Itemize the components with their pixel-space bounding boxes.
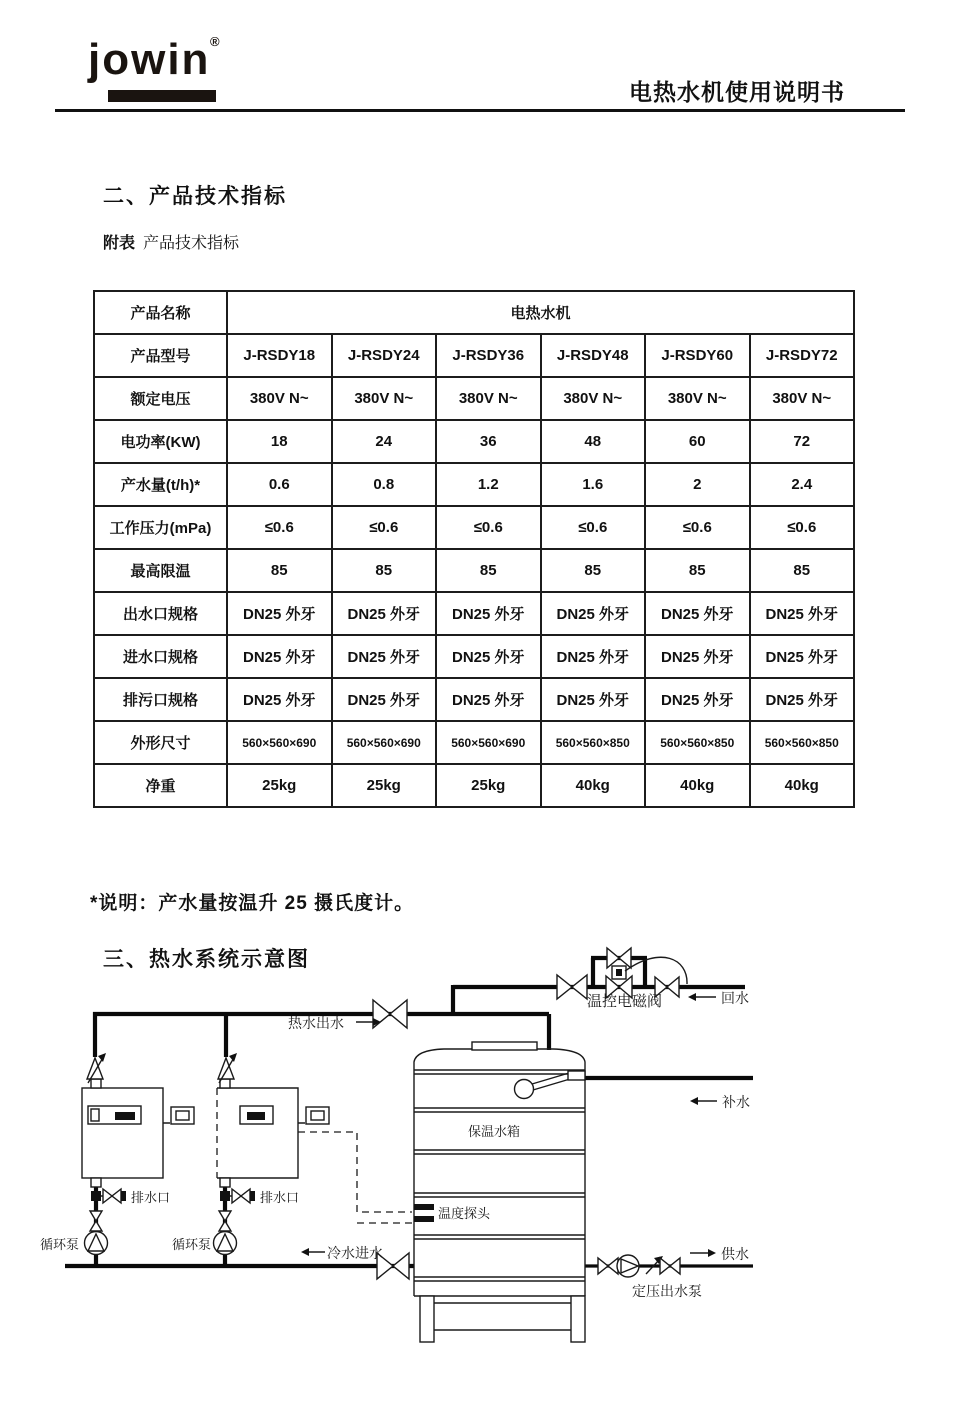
table-cell: DN25 外牙 bbox=[227, 678, 332, 721]
heater-unit-1 bbox=[82, 1088, 163, 1178]
table-row bbox=[94, 635, 854, 678]
table-cell: 380V N~ bbox=[750, 377, 855, 420]
table-cell: 25kg bbox=[227, 764, 332, 807]
tank-body bbox=[414, 1070, 585, 1296]
table-cell: 380V N~ bbox=[645, 377, 750, 420]
table-cell: DN25 外牙 bbox=[436, 635, 541, 678]
table-cell: 85 bbox=[645, 549, 750, 592]
temp-probe-icon bbox=[414, 1216, 434, 1222]
table-cell: J-RSDY24 bbox=[332, 334, 437, 377]
table-cell: DN25 外牙 bbox=[750, 592, 855, 635]
table-cell: ≤0.6 bbox=[645, 506, 750, 549]
spec-table bbox=[93, 290, 855, 808]
drain-valve-icon bbox=[103, 1189, 121, 1203]
table-row bbox=[94, 334, 854, 377]
table-row-label: 排污口规格 bbox=[94, 678, 227, 721]
table-cell: DN25 外牙 bbox=[541, 635, 646, 678]
heater1-bottom-stub bbox=[91, 1178, 101, 1187]
check-valve-arrowhead bbox=[229, 1053, 237, 1062]
brand-logo bbox=[88, 34, 268, 110]
check-valve-arrowhead bbox=[98, 1053, 106, 1062]
tank-band-seams bbox=[414, 1070, 585, 1281]
table-cell: 40kg bbox=[645, 764, 750, 807]
table-cell: 72 bbox=[750, 420, 855, 463]
label-solenoid-valve: 温控电磁阀 bbox=[587, 993, 663, 1010]
table-cell: 36 bbox=[436, 420, 541, 463]
table-cell: DN25 外牙 bbox=[541, 592, 646, 635]
table-cell: DN25 外牙 bbox=[332, 635, 437, 678]
table-row bbox=[94, 721, 854, 764]
float-valve-icon bbox=[515, 1080, 534, 1099]
table-cell: 560×560×690 bbox=[227, 721, 332, 764]
logo-underline-bar bbox=[108, 90, 216, 102]
sensor-signal-line bbox=[298, 1132, 412, 1212]
table-row-label: 额定电压 bbox=[94, 377, 227, 420]
tank-leg-left bbox=[420, 1296, 434, 1342]
table-cell: 85 bbox=[436, 549, 541, 592]
table-caption-prefix: 附表 bbox=[103, 235, 136, 252]
table-cell: 380V N~ bbox=[332, 377, 437, 420]
float-valve-arm bbox=[532, 1073, 570, 1090]
gate-valve-icon bbox=[557, 975, 587, 999]
shutoff-valve-icon bbox=[219, 1211, 231, 1231]
table-cell: 25kg bbox=[436, 764, 541, 807]
gate-valve-icon bbox=[598, 1258, 618, 1274]
table-cell: 40kg bbox=[750, 764, 855, 807]
drain-tee bbox=[220, 1191, 230, 1201]
heater-unit-2 bbox=[217, 1088, 298, 1178]
table-row-label: 进水口规格 bbox=[94, 635, 227, 678]
bypass-valve-icon bbox=[607, 948, 631, 968]
label-cold-water-in: 冷水进水 bbox=[327, 1245, 383, 1261]
header-rule bbox=[55, 109, 905, 112]
table-cell: 1.2 bbox=[436, 463, 541, 506]
panel1-switch-icon bbox=[91, 1109, 99, 1121]
footnote: *说明：产水量按温升 25 摄氏度计。 bbox=[90, 893, 415, 914]
panel2-logo-mark bbox=[247, 1112, 265, 1120]
gate-valve-icon bbox=[660, 1258, 680, 1274]
panel1-logo-mark bbox=[115, 1112, 135, 1120]
table-row-label: 产品名称 bbox=[94, 291, 227, 334]
table-cell: 1.6 bbox=[541, 463, 646, 506]
table-cell: DN25 外牙 bbox=[645, 635, 750, 678]
table-cell: DN25 外牙 bbox=[750, 635, 855, 678]
table-cell: DN25 外牙 bbox=[645, 592, 750, 635]
table-cell: J-RSDY18 bbox=[227, 334, 332, 377]
solenoid-coil-mark bbox=[616, 969, 622, 976]
table-row-label: 最高限温 bbox=[94, 549, 227, 592]
shutoff-valve-icon bbox=[90, 1211, 102, 1231]
table-cell: 0.6 bbox=[227, 463, 332, 506]
table-row-label: 外形尺寸 bbox=[94, 721, 227, 764]
label-return-water: 回水 bbox=[721, 990, 749, 1006]
table-cell: ≤0.6 bbox=[750, 506, 855, 549]
label-drain-outlet: 排水口 bbox=[131, 1190, 171, 1205]
table-cell: 560×560×690 bbox=[436, 721, 541, 764]
table-cell: DN25 外牙 bbox=[436, 678, 541, 721]
table-cell: 85 bbox=[227, 549, 332, 592]
table-cell: DN25 外牙 bbox=[227, 592, 332, 635]
temp-probe-icon bbox=[414, 1204, 434, 1210]
table-cell: 18 bbox=[227, 420, 332, 463]
heater2-bottom-stub bbox=[220, 1178, 230, 1187]
brand-logo-text: jowin bbox=[88, 35, 211, 84]
table-cell: ≤0.6 bbox=[227, 506, 332, 549]
table-cell: 560×560×850 bbox=[750, 721, 855, 764]
table-row bbox=[94, 291, 854, 334]
document-title: 电热水机使用说明书 bbox=[629, 79, 845, 105]
table-cell: DN25 外牙 bbox=[645, 678, 750, 721]
table-row bbox=[94, 592, 854, 635]
table-cell: 60 bbox=[645, 420, 750, 463]
table-cell: DN25 外牙 bbox=[436, 592, 541, 635]
table-cell: 380V N~ bbox=[541, 377, 646, 420]
section-heading-specs: 二、产品技术指标 bbox=[103, 185, 287, 208]
supply-arrowhead bbox=[708, 1249, 716, 1257]
makeup-arrowhead bbox=[690, 1097, 698, 1105]
table-cell: DN25 外牙 bbox=[227, 635, 332, 678]
table-row-label: 净重 bbox=[94, 764, 227, 807]
table-row bbox=[94, 549, 854, 592]
table-cell: DN25 外牙 bbox=[541, 678, 646, 721]
table-cell: 2.4 bbox=[750, 463, 855, 506]
table-cell: 380V N~ bbox=[436, 377, 541, 420]
table-cell: 25kg bbox=[332, 764, 437, 807]
table-cell: 380V N~ bbox=[227, 377, 332, 420]
table-row bbox=[94, 678, 854, 721]
table-row-label: 出水口规格 bbox=[94, 592, 227, 635]
label-circulation-pump: 循环泵 bbox=[172, 1237, 212, 1252]
table-cell: DN25 外牙 bbox=[332, 592, 437, 635]
label-tank: 保温水箱 bbox=[468, 1124, 521, 1139]
table-cell: 0.8 bbox=[332, 463, 437, 506]
table-row-label: 产品型号 bbox=[94, 334, 227, 377]
table-cell: 85 bbox=[332, 549, 437, 592]
table-cell: J-RSDY36 bbox=[436, 334, 541, 377]
cold-in-arrowhead bbox=[301, 1248, 309, 1256]
table-row-label: 电功率(KW) bbox=[94, 420, 227, 463]
table-cell: 560×560×690 bbox=[332, 721, 437, 764]
table-row bbox=[94, 377, 854, 420]
table-cell: J-RSDY72 bbox=[750, 334, 855, 377]
return-arrowhead bbox=[688, 993, 696, 1001]
table-cell: DN25 外牙 bbox=[332, 678, 437, 721]
table-cell: 85 bbox=[750, 549, 855, 592]
drain-cap bbox=[121, 1191, 126, 1201]
display-screen-2-inner bbox=[311, 1111, 324, 1120]
table-row bbox=[94, 463, 854, 506]
tank-leg-right bbox=[571, 1296, 585, 1342]
table-cell: 2 bbox=[645, 463, 750, 506]
registered-trademark-icon: ® bbox=[210, 34, 220, 49]
table-cell: ≤0.6 bbox=[436, 506, 541, 549]
label-circulation-pump: 循环泵 bbox=[40, 1237, 80, 1252]
table-cell: 560×560×850 bbox=[541, 721, 646, 764]
float-valve-inlet bbox=[568, 1071, 585, 1080]
tank-top-hatch bbox=[472, 1042, 537, 1050]
table-row bbox=[94, 764, 854, 807]
drain-tee bbox=[91, 1191, 101, 1201]
label-pressure-pump: 定压出水泵 bbox=[632, 1283, 702, 1299]
table-cell: DN25 外牙 bbox=[750, 678, 855, 721]
table-caption-text: 产品技术指标 bbox=[143, 235, 240, 252]
drain-valve-icon bbox=[232, 1189, 250, 1203]
table-cell: 40kg bbox=[541, 764, 646, 807]
table-row-label: 产水量(t/h)* bbox=[94, 463, 227, 506]
table-cell: 48 bbox=[541, 420, 646, 463]
table-cell: ≤0.6 bbox=[332, 506, 437, 549]
hot-water-system-diagram bbox=[0, 940, 960, 1360]
section-heading-diagram: 三、热水系统示意图 bbox=[103, 948, 310, 971]
tank-leg-brace bbox=[434, 1303, 571, 1330]
table-cell: J-RSDY48 bbox=[541, 334, 646, 377]
label-temp-probe: 温度探头 bbox=[438, 1206, 491, 1221]
label-supply-water: 供水 bbox=[721, 1246, 749, 1262]
label-drain-outlet: 排水口 bbox=[260, 1190, 300, 1205]
table-cell: 24 bbox=[332, 420, 437, 463]
tank-dome bbox=[414, 1049, 585, 1070]
table-cell: 电热水机 bbox=[227, 291, 854, 334]
label-makeup-water: 补水 bbox=[722, 1094, 750, 1110]
spec-table-grid bbox=[93, 290, 855, 808]
table-row-label: 工作压力(mPa) bbox=[94, 506, 227, 549]
table-caption bbox=[103, 230, 239, 253]
table-cell: 85 bbox=[541, 549, 646, 592]
heater1-top-stub bbox=[91, 1079, 101, 1088]
label-hot-water-out: 热水出水 bbox=[288, 1015, 344, 1031]
table-cell: ≤0.6 bbox=[541, 506, 646, 549]
table-row bbox=[94, 420, 854, 463]
table-cell: J-RSDY60 bbox=[645, 334, 750, 377]
drain-cap bbox=[250, 1191, 255, 1201]
table-row bbox=[94, 506, 854, 549]
display-screen-1-inner bbox=[176, 1111, 189, 1120]
heater2-top-stub bbox=[220, 1079, 230, 1088]
gate-valve-icon bbox=[373, 1000, 407, 1028]
table-cell: 560×560×850 bbox=[645, 721, 750, 764]
